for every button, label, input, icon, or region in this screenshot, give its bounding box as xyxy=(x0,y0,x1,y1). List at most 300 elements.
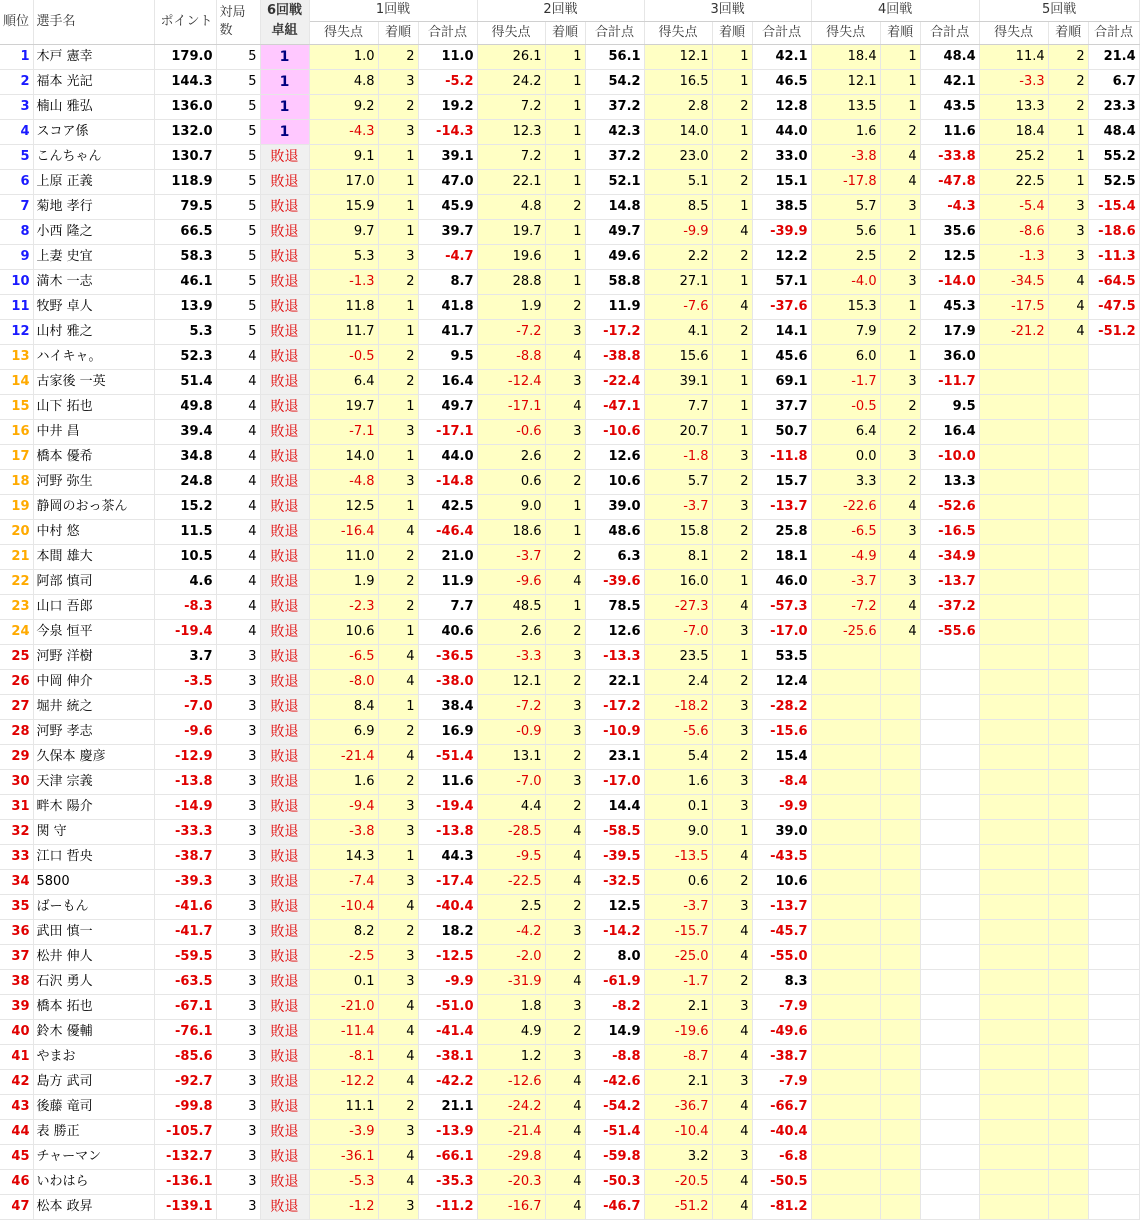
round-3-place-cell: 1 xyxy=(712,195,752,220)
round-2-place-cell: 4 xyxy=(545,970,585,995)
round-3-total-cell: -38.7 xyxy=(752,1045,811,1070)
round-2-score-cell: -4.2 xyxy=(477,920,545,945)
round-2-score-cell: 4.4 xyxy=(477,795,545,820)
round-1-score-cell: 5.3 xyxy=(309,245,378,270)
round-5-total-cell: 48.4 xyxy=(1088,120,1139,145)
games-cell: 4 xyxy=(216,395,260,420)
round-5-place-cell: 4 xyxy=(1048,270,1088,295)
round-1-score-cell: -7.4 xyxy=(309,870,378,895)
round-2-score-cell: -9.5 xyxy=(477,845,545,870)
round-4-total-cell xyxy=(920,895,979,920)
round-5-score-cell xyxy=(979,870,1048,895)
round-4-total-cell: 36.0 xyxy=(920,345,979,370)
round-5-place-cell: 2 xyxy=(1048,70,1088,95)
round-4-score-cell xyxy=(811,1095,880,1120)
round-3-score-cell: 9.0 xyxy=(644,820,712,845)
round-1-place-cell: 1 xyxy=(378,320,418,345)
round-2-place-cell: 3 xyxy=(545,695,585,720)
round-1-score-cell: 9.7 xyxy=(309,220,378,245)
round-4-place-cell xyxy=(880,1120,920,1145)
round-5-place-cell xyxy=(1048,870,1088,895)
round-1-score-cell: -21.4 xyxy=(309,745,378,770)
sixth-round-cell: 敗退 xyxy=(260,895,309,920)
round-1-score-cell: -8.1 xyxy=(309,1045,378,1070)
round-4-total-cell xyxy=(920,945,979,970)
round-1-total-cell: 42.5 xyxy=(418,495,477,520)
table-row xyxy=(0,70,1139,95)
round-1-total-cell: -17.1 xyxy=(418,420,477,445)
round-3-score-cell: 16.0 xyxy=(644,570,712,595)
round-2-place-cell: 4 xyxy=(545,1145,585,1170)
round-1-score-cell: -6.5 xyxy=(309,645,378,670)
table-row xyxy=(0,495,1139,520)
rank-cell: 10 xyxy=(0,270,33,295)
round-4-score-cell: -0.5 xyxy=(811,395,880,420)
round-5-place-cell xyxy=(1048,570,1088,595)
table-row xyxy=(0,270,1139,295)
points-cell: -136.1 xyxy=(154,1170,216,1195)
round-3-place-cell: 2 xyxy=(712,145,752,170)
round-4-score-cell: 13.5 xyxy=(811,95,880,120)
round-2-place-cell: 1 xyxy=(545,220,585,245)
table-row xyxy=(0,1120,1139,1145)
round-3-score-cell: 27.1 xyxy=(644,270,712,295)
games-cell: 5 xyxy=(216,120,260,145)
round-5-place-cell xyxy=(1048,545,1088,570)
round-2-score-cell: -3.7 xyxy=(477,545,545,570)
round-4-place-cell xyxy=(880,1045,920,1070)
round-5-place-cell xyxy=(1048,820,1088,845)
score-subheader: 得失点 xyxy=(979,21,1048,44)
round-4-score-cell: -25.6 xyxy=(811,620,880,645)
round-3-score-cell: -51.2 xyxy=(644,1195,712,1220)
sixth-round-cell: 敗退 xyxy=(260,1070,309,1095)
player-name-cell: 静岡のおっ茶ん xyxy=(33,495,154,520)
round-1-place-cell: 3 xyxy=(378,1120,418,1145)
round-1-place-cell: 1 xyxy=(378,845,418,870)
sixth-round-cell: 敗退 xyxy=(260,720,309,745)
round-5-score-cell xyxy=(979,945,1048,970)
round-5-score-cell xyxy=(979,1120,1048,1145)
round-1-total-cell: 19.2 xyxy=(418,95,477,120)
round-3-score-cell: 1.6 xyxy=(644,770,712,795)
round-2-total-cell: 22.1 xyxy=(585,670,644,695)
table-row xyxy=(0,795,1139,820)
round-5-score-cell xyxy=(979,1020,1048,1045)
rank-cell: 14 xyxy=(0,370,33,395)
round-2-place-cell: 4 xyxy=(545,395,585,420)
round-1-place-cell: 4 xyxy=(378,745,418,770)
round-1-score-cell: 6.9 xyxy=(309,720,378,745)
round-1-total-cell: -51.0 xyxy=(418,995,477,1020)
games-cell: 4 xyxy=(216,470,260,495)
sixth-round-cell: 1 xyxy=(260,70,309,95)
sixth-round-cell: 敗退 xyxy=(260,620,309,645)
games-cell: 5 xyxy=(216,195,260,220)
round-4-score-cell xyxy=(811,895,880,920)
player-name-cell: 武田 慎一 xyxy=(33,920,154,945)
round-1-place-cell: 1 xyxy=(378,695,418,720)
round-4-score-cell: 1.6 xyxy=(811,120,880,145)
points-cell: 130.7 xyxy=(154,145,216,170)
points-cell: -105.7 xyxy=(154,1120,216,1145)
round-1-score-cell: 0.1 xyxy=(309,970,378,995)
round-3-total-cell: 46.5 xyxy=(752,70,811,95)
player-name-cell: 関 守 xyxy=(33,820,154,845)
round-3-place-cell: 4 xyxy=(712,1020,752,1045)
round-2-score-cell: -31.9 xyxy=(477,970,545,995)
games-cell: 3 xyxy=(216,845,260,870)
round-1-place-cell: 3 xyxy=(378,870,418,895)
round-2-total-cell: 78.5 xyxy=(585,595,644,620)
round-5-score-cell xyxy=(979,770,1048,795)
round-4-score-cell xyxy=(811,795,880,820)
round-5-score-cell xyxy=(979,370,1048,395)
round-5-score-cell: -17.5 xyxy=(979,295,1048,320)
table-row xyxy=(0,320,1139,345)
round-1-total-cell: 16.4 xyxy=(418,370,477,395)
games-cell: 4 xyxy=(216,570,260,595)
round-3-place-cell: 3 xyxy=(712,770,752,795)
rank-cell: 45 xyxy=(0,1145,33,1170)
round-5-place-cell xyxy=(1048,470,1088,495)
rank-cell: 12 xyxy=(0,320,33,345)
round-3-total-cell: -40.4 xyxy=(752,1120,811,1145)
round-4-score-cell: 6.4 xyxy=(811,420,880,445)
round-1-total-cell: 9.5 xyxy=(418,345,477,370)
round-5-place-cell xyxy=(1048,645,1088,670)
games-cell: 3 xyxy=(216,870,260,895)
points-header: ポイント xyxy=(154,0,216,45)
table-row xyxy=(0,820,1139,845)
sixth-round-cell: 敗退 xyxy=(260,195,309,220)
round-3-place-cell: 3 xyxy=(712,1145,752,1170)
round-3-score-cell: 15.8 xyxy=(644,520,712,545)
points-cell: -12.9 xyxy=(154,745,216,770)
sixth-header-line2: 卓組 xyxy=(271,23,298,38)
sixth-round-cell: 敗退 xyxy=(260,745,309,770)
games-cell: 3 xyxy=(216,1070,260,1095)
sixth-round-cell: 1 xyxy=(260,45,309,70)
round-1-total-cell: 39.1 xyxy=(418,145,477,170)
points-cell: -7.0 xyxy=(154,695,216,720)
round-1-place-cell: 3 xyxy=(378,120,418,145)
points-cell: -41.7 xyxy=(154,920,216,945)
round-4-place-cell: 4 xyxy=(880,545,920,570)
round-2-score-cell: -12.4 xyxy=(477,370,545,395)
round-3-score-cell: 23.5 xyxy=(644,645,712,670)
games-cell: 3 xyxy=(216,720,260,745)
round-5-total-cell xyxy=(1088,545,1139,570)
round-3-place-cell: 1 xyxy=(712,70,752,95)
round-4-total-cell xyxy=(920,1120,979,1145)
player-name-cell: 山村 雅之 xyxy=(33,320,154,345)
score-subheader: 得失点 xyxy=(477,21,545,44)
round-2-score-cell: -7.0 xyxy=(477,770,545,795)
table-row xyxy=(0,945,1139,970)
round-2-place-cell: 2 xyxy=(545,545,585,570)
points-cell: -85.6 xyxy=(154,1045,216,1070)
table-row xyxy=(0,245,1139,270)
rank-cell: 35 xyxy=(0,895,33,920)
table-row xyxy=(0,45,1139,70)
round-4-score-cell xyxy=(811,970,880,995)
player-name-cell: 松本 政昇 xyxy=(33,1195,154,1220)
round-1-score-cell: 12.5 xyxy=(309,495,378,520)
round-3-score-cell: -3.7 xyxy=(644,495,712,520)
round-2-place-cell: 1 xyxy=(545,45,585,70)
round-2-total-cell: -8.8 xyxy=(585,1045,644,1070)
round-3-score-cell: 16.5 xyxy=(644,70,712,95)
round-5-place-cell xyxy=(1048,795,1088,820)
round-2-place-cell: 1 xyxy=(545,70,585,95)
player-name-cell: ハイキャ。 xyxy=(33,345,154,370)
round-3-place-cell: 2 xyxy=(712,745,752,770)
round-3-total-cell: 12.2 xyxy=(752,245,811,270)
round-3-place-cell: 1 xyxy=(712,420,752,445)
round-4-place-cell xyxy=(880,1145,920,1170)
round-4-place-cell: 1 xyxy=(880,95,920,120)
round-5-total-cell xyxy=(1088,1095,1139,1120)
sixth-round-cell: 敗退 xyxy=(260,770,309,795)
round-3-place-cell: 1 xyxy=(712,645,752,670)
round-4-place-cell: 4 xyxy=(880,145,920,170)
round-5-score-cell xyxy=(979,845,1048,870)
round-1-place-cell: 1 xyxy=(378,195,418,220)
round-5-total-cell xyxy=(1088,720,1139,745)
games-cell: 4 xyxy=(216,620,260,645)
round-5-score-cell xyxy=(979,670,1048,695)
round-1-place-cell: 4 xyxy=(378,895,418,920)
games-cell: 5 xyxy=(216,45,260,70)
round-2-score-cell: 48.5 xyxy=(477,595,545,620)
sixth-round-cell: 敗退 xyxy=(260,370,309,395)
round-4-score-cell xyxy=(811,1170,880,1195)
player-name-cell: チャーマン xyxy=(33,1145,154,1170)
rank-cell: 19 xyxy=(0,495,33,520)
games-header-line1: 対局 xyxy=(219,5,246,20)
round-3-score-cell: -25.0 xyxy=(644,945,712,970)
round-5-place-cell: 4 xyxy=(1048,320,1088,345)
round-2-total-cell: 14.8 xyxy=(585,195,644,220)
round-1-place-cell: 3 xyxy=(378,470,418,495)
round-4-total-cell: 48.4 xyxy=(920,45,979,70)
points-cell: 179.0 xyxy=(154,45,216,70)
round-2-score-cell: 2.5 xyxy=(477,895,545,920)
round-2-total-cell: -13.3 xyxy=(585,645,644,670)
round-1-place-cell: 3 xyxy=(378,420,418,445)
round-5-place-cell: 1 xyxy=(1048,170,1088,195)
rank-cell: 25 xyxy=(0,645,33,670)
round-1-score-cell: -9.4 xyxy=(309,795,378,820)
round-1-score-cell: 1.0 xyxy=(309,45,378,70)
points-cell: 46.1 xyxy=(154,270,216,295)
round-5-score-cell: -8.6 xyxy=(979,220,1048,245)
sixth-round-cell: 敗退 xyxy=(260,920,309,945)
round-5-score-cell xyxy=(979,1145,1048,1170)
round-3-score-cell: 3.2 xyxy=(644,1145,712,1170)
round-1-score-cell: -0.5 xyxy=(309,345,378,370)
round-3-score-cell: -3.7 xyxy=(644,895,712,920)
round-1-total-cell: 11.0 xyxy=(418,45,477,70)
player-name-cell: 河野 孝志 xyxy=(33,720,154,745)
round-4-total-cell: 35.6 xyxy=(920,220,979,245)
round-4-total-cell: -4.3 xyxy=(920,195,979,220)
round-2-score-cell: -2.0 xyxy=(477,945,545,970)
sixth-round-cell: 敗退 xyxy=(260,145,309,170)
player-name-cell: 堀井 統之 xyxy=(33,695,154,720)
round-4-total-cell: 11.6 xyxy=(920,120,979,145)
round-2-place-cell: 2 xyxy=(545,745,585,770)
round-3-total-cell: -37.6 xyxy=(752,295,811,320)
table-row xyxy=(0,545,1139,570)
round-5-total-cell xyxy=(1088,995,1139,1020)
round-4-place-cell xyxy=(880,745,920,770)
round-5-total-cell: -64.5 xyxy=(1088,270,1139,295)
round-1-place-cell: 4 xyxy=(378,1170,418,1195)
round-1-score-cell: -2.5 xyxy=(309,945,378,970)
round-2-total-cell: -17.0 xyxy=(585,770,644,795)
round-1-score-cell: 4.8 xyxy=(309,70,378,95)
round-4-place-cell xyxy=(880,995,920,1020)
table-row xyxy=(0,1070,1139,1095)
round-5-score-cell xyxy=(979,745,1048,770)
round-4-total-cell: -34.9 xyxy=(920,545,979,570)
round-4-place-cell xyxy=(880,795,920,820)
rank-cell: 39 xyxy=(0,995,33,1020)
round-5-total-cell xyxy=(1088,595,1139,620)
round-5-score-cell xyxy=(979,820,1048,845)
round-4-total-cell: -37.2 xyxy=(920,595,979,620)
points-cell: 10.5 xyxy=(154,545,216,570)
games-cell: 3 xyxy=(216,995,260,1020)
round-5-place-cell: 2 xyxy=(1048,45,1088,70)
round-2-score-cell: 24.2 xyxy=(477,70,545,95)
points-cell: -14.9 xyxy=(154,795,216,820)
round-3-place-cell: 2 xyxy=(712,520,752,545)
round-3-score-cell: 2.2 xyxy=(644,245,712,270)
round-2-score-cell: 1.8 xyxy=(477,995,545,1020)
games-cell: 4 xyxy=(216,420,260,445)
round-3-place-cell: 4 xyxy=(712,220,752,245)
round-3-score-cell: 5.7 xyxy=(644,470,712,495)
sixth-round-cell: 敗退 xyxy=(260,1145,309,1170)
round-4-total-cell: 17.9 xyxy=(920,320,979,345)
round-4-score-cell xyxy=(811,870,880,895)
round-4-total-cell: 9.5 xyxy=(920,395,979,420)
round-1-place-cell: 3 xyxy=(378,945,418,970)
round-2-score-cell: -3.3 xyxy=(477,645,545,670)
rank-cell: 7 xyxy=(0,195,33,220)
round-3-score-cell: -15.7 xyxy=(644,920,712,945)
round-2-total-cell: 56.1 xyxy=(585,45,644,70)
round-2-total-cell: 49.7 xyxy=(585,220,644,245)
round-4-score-cell: -3.7 xyxy=(811,570,880,595)
round-3-score-cell: -8.7 xyxy=(644,1045,712,1070)
place-subheader: 着順 xyxy=(712,21,752,44)
round-5-place-cell xyxy=(1048,1095,1088,1120)
round-5-total-cell xyxy=(1088,770,1139,795)
round-2-place-cell: 2 xyxy=(545,670,585,695)
round-4-place-cell: 1 xyxy=(880,70,920,95)
round-3-place-cell: 4 xyxy=(712,1170,752,1195)
round-1-place-cell: 1 xyxy=(378,620,418,645)
points-cell: -19.4 xyxy=(154,620,216,645)
rank-cell: 32 xyxy=(0,820,33,845)
round-5-score-cell xyxy=(979,445,1048,470)
round-5-score-cell xyxy=(979,1070,1048,1095)
round-5-total-cell: -47.5 xyxy=(1088,295,1139,320)
round-4-total-cell xyxy=(920,745,979,770)
round-1-place-cell: 1 xyxy=(378,170,418,195)
round-4-place-cell: 4 xyxy=(880,620,920,645)
games-cell: 5 xyxy=(216,145,260,170)
rank-cell: 21 xyxy=(0,545,33,570)
round-1-total-cell: 11.9 xyxy=(418,570,477,595)
round-2-total-cell: 14.4 xyxy=(585,795,644,820)
round-5-total-cell: -18.6 xyxy=(1088,220,1139,245)
sixth-round-cell: 敗退 xyxy=(260,570,309,595)
round-1-total-cell: 41.7 xyxy=(418,320,477,345)
rank-cell: 24 xyxy=(0,620,33,645)
round-1-score-cell: -3.8 xyxy=(309,820,378,845)
rank-cell: 26 xyxy=(0,670,33,695)
round-3-total-cell: -8.4 xyxy=(752,770,811,795)
sixth-round-cell: 敗退 xyxy=(260,345,309,370)
round-2-score-cell: 13.1 xyxy=(477,745,545,770)
round-2-score-cell: 12.3 xyxy=(477,120,545,145)
round-5-score-cell xyxy=(979,520,1048,545)
round-5-score-cell: -5.4 xyxy=(979,195,1048,220)
player-name-cell: 松井 伸人 xyxy=(33,945,154,970)
round-3-total-cell: -11.8 xyxy=(752,445,811,470)
round-1-total-cell: -14.3 xyxy=(418,120,477,145)
round-3-header: 3回戦 xyxy=(644,0,811,21)
games-cell: 3 xyxy=(216,1045,260,1070)
round-5-place-cell xyxy=(1048,1020,1088,1045)
round-4-total-cell xyxy=(920,795,979,820)
round-2-total-cell: -8.2 xyxy=(585,995,644,1020)
table-row xyxy=(0,720,1139,745)
round-1-score-cell: -4.3 xyxy=(309,120,378,145)
round-4-score-cell xyxy=(811,920,880,945)
round-3-score-cell: 12.1 xyxy=(644,45,712,70)
round-2-place-cell: 3 xyxy=(545,645,585,670)
round-2-score-cell: 28.8 xyxy=(477,270,545,295)
round-5-score-cell xyxy=(979,595,1048,620)
round-1-score-cell: 6.4 xyxy=(309,370,378,395)
round-2-total-cell: 48.6 xyxy=(585,520,644,545)
table-row xyxy=(0,670,1139,695)
round-1-total-cell: -11.2 xyxy=(418,1195,477,1220)
round-3-place-cell: 1 xyxy=(712,820,752,845)
round-2-total-cell: -61.9 xyxy=(585,970,644,995)
round-1-score-cell: 19.7 xyxy=(309,395,378,420)
round-1-total-cell: 41.8 xyxy=(418,295,477,320)
round-2-place-cell: 2 xyxy=(545,470,585,495)
sixth-round-cell: 敗退 xyxy=(260,845,309,870)
player-name-cell: 上原 正義 xyxy=(33,170,154,195)
round-2-score-cell: 9.0 xyxy=(477,495,545,520)
player-name-cell: ばーもん xyxy=(33,895,154,920)
round-1-score-cell: -11.4 xyxy=(309,1020,378,1045)
rank-cell: 5 xyxy=(0,145,33,170)
round-5-place-cell xyxy=(1048,395,1088,420)
round-5-total-cell xyxy=(1088,895,1139,920)
rank-cell: 46 xyxy=(0,1170,33,1195)
round-2-total-cell: 23.1 xyxy=(585,745,644,770)
round-2-place-cell: 1 xyxy=(545,495,585,520)
